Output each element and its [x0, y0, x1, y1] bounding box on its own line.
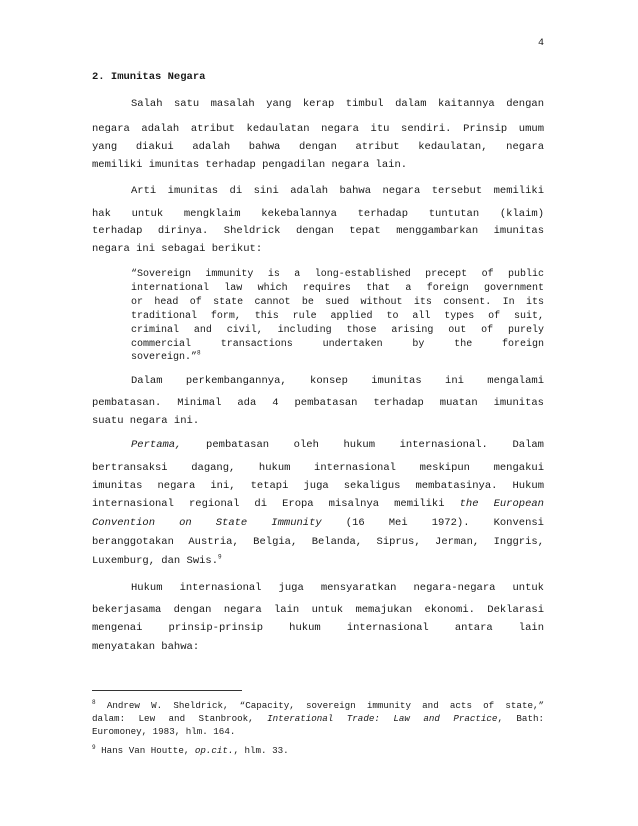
p4-line-2: bertransaksi dagang, hukum internasional meskipun mengakui	[92, 462, 544, 474]
footnote-9-mark: 9	[92, 743, 96, 751]
footnote-8-pre: dalam: Lew and Stanbrook,	[92, 713, 254, 724]
footnote-8-line-3: Euromoney, 1983, hlm. 164.	[92, 726, 236, 737]
p4-line-4	[92, 497, 544, 511]
p4-line-5	[92, 516, 544, 530]
p1-line-1: Salah satu masalah yang kerap timbul dalam kaitannya dengan	[131, 98, 544, 110]
p4-italic-convention: Convention on State Immunity	[92, 517, 322, 529]
quote-line-3: or head of state cannot be sued without its consent. In its	[131, 297, 544, 308]
p2-line-3: terhadap dirinya. Sheldrick dengan tepat menggambarkan imunitas	[92, 225, 544, 237]
p4-line-3: imunitas negara ini, tetapi juga sekaligus membatasinya. Hukum	[92, 480, 544, 492]
footnote-divider	[92, 690, 242, 691]
p3-line-2: pembatasan. Minimal ada 4 pembatasan terhadap muatan imunitas	[92, 397, 544, 409]
p4-line-1-rest: pembatasan oleh hukum internasional. Dalam	[206, 439, 544, 451]
footnote-8-post: , Bath:	[497, 713, 544, 724]
quote-last-text: sovereign.”	[131, 352, 198, 363]
p4-italic-pertama: Pertama,	[131, 439, 182, 451]
p5-line-4: menyatakan bahwa:	[92, 641, 200, 653]
quote-line-7	[131, 349, 201, 364]
footnote-ref-8[interactable]: 8	[197, 349, 201, 357]
p1-line-2: negara adalah atribut kedaulatan negara itu sendiri. Prinsip umum	[92, 123, 544, 135]
quote-line-5: criminal and civil, including those arising out of purely	[131, 325, 544, 336]
p2-line-2: hak untuk mengklaim kekebalannya terhadap tuntutan (klaim)	[92, 208, 544, 220]
footnote-8-italic-title: Interational Trade: Law and Practice	[267, 713, 498, 724]
footnote-9-line	[92, 745, 289, 757]
footnote-8-text-1: Andrew W. Sheldrick, “Capacity, sovereign immunity and acts of state,”	[106, 700, 544, 711]
p4-line-5-rest: (16 Mei 1972). Konvensi	[345, 517, 544, 529]
quote-line-6: commercial transactions undertaken by the foreign	[131, 339, 544, 350]
footnote-9-pre: Hans Van Houtte,	[101, 745, 190, 756]
footnote-8-line-2	[92, 713, 544, 725]
p1-line-4: memiliki imunitas terhadap pengadilan negara lain.	[92, 159, 408, 171]
p1-line-3: yang diakui adalah bahwa dengan atribut kedaulatan, negara	[92, 141, 544, 153]
p4-line-6: beranggotakan Austria, Belgia, Belanda, Siprus, Jerman, Inggris,	[92, 536, 544, 548]
p5-line-1: Hukum internasional juga mensyaratkan negara-negara untuk	[131, 582, 544, 594]
footnote-8-line-1	[92, 700, 544, 712]
p5-line-2: bekerjasama dengan negara lain untuk memajukan ekonomi. Deklarasi	[92, 604, 544, 616]
p2-line-1: Arti imunitas di sini adalah bahwa negara tersebut memiliki	[131, 185, 544, 197]
p4-italic-european: the European	[459, 498, 544, 510]
page-number: 4	[537, 38, 544, 49]
footnote-9-post: , hlm. 33.	[233, 745, 289, 756]
footnote-ref-9[interactable]: 9	[218, 553, 222, 561]
p3-line-3: suatu negara ini.	[92, 415, 200, 427]
p4-line-7-text: Luxemburg, dan Swis.	[92, 555, 219, 567]
quote-line-2: international law which requires that a foreign government	[131, 283, 544, 294]
p3-line-1: Dalam perkembangannya, konsep imunitas ini mengalami	[131, 375, 544, 387]
footnote-8-mark: 8	[92, 698, 96, 706]
p4-line-1	[131, 438, 544, 452]
quote-line-1: “Sovereign immunity is a long-established precept of public	[131, 269, 544, 280]
p5-line-3: mengenai prinsip-prinsip hukum internasional antara lain	[92, 622, 544, 634]
p4-line-4-pre: internasional regional di Eropa misalnya memiliki	[92, 498, 445, 510]
section-heading: 2. Imunitas Negara	[92, 71, 206, 83]
p2-line-4: negara ini sebagai berikut:	[92, 243, 263, 255]
quote-line-4: traditional form, this rule applied to all types of suit,	[131, 311, 544, 322]
footnote-9-italic: op.cit.	[194, 745, 234, 756]
p4-line-7	[92, 554, 222, 568]
